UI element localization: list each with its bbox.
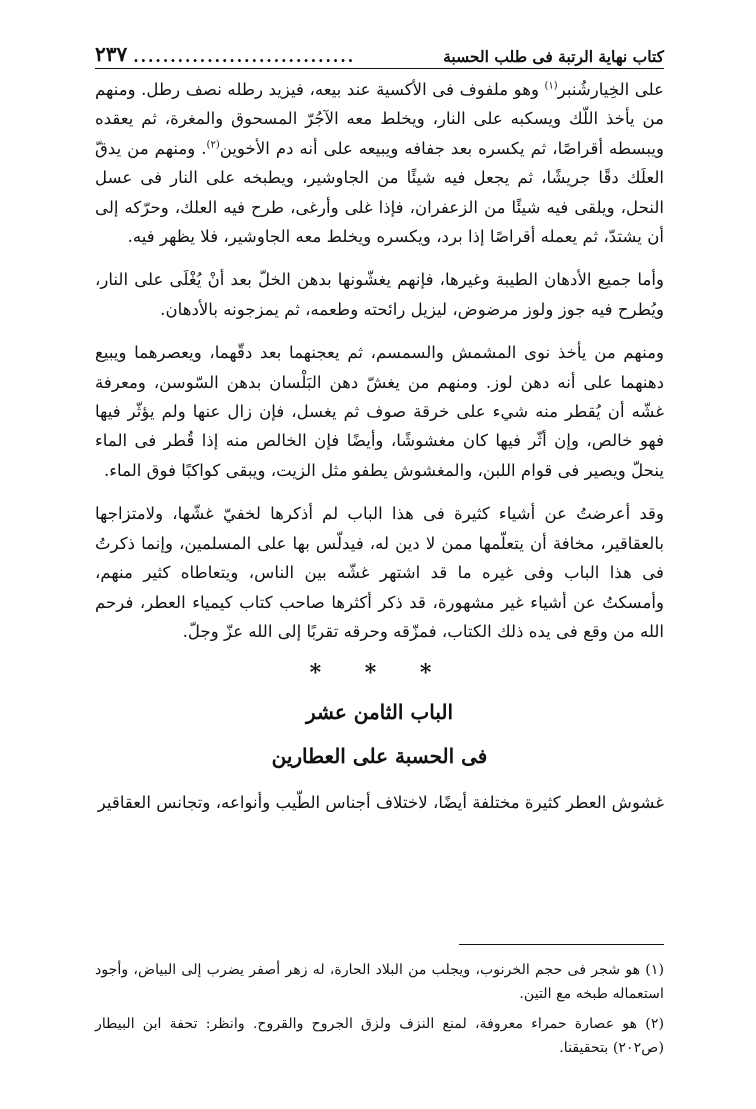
paragraph-2: وأما جميع الأدهان الطيبة وغيرها، فإنهم يغشّونها بدهن الخلّ بعد أنْ يُغْلَى على النار، ويُطرح فيه جوز ولوز مرضوض، ليزيل رائحته وطعمه، ثم يمزجونه بالأدهان. (95, 270, 664, 319)
footnote-2: (٢) هو عصارة حمراء معروفة، لمنع النزف ولزق الجروح والقروح. وانظر: تحفة ابن البيطار (ص٢٠٢) بتحقيقنا. (95, 1016, 664, 1056)
footnote-divider (459, 944, 664, 945)
paragraph-1 (95, 75, 664, 251)
section-separator: * * * (309, 660, 450, 687)
footnote-ref-1: (١) (544, 80, 558, 92)
paragraph-1-end: . ومنهم من يدقّ العلَك دقًا جريشًا، ثم يجعل فيه شيئًا من الجاوشير، ويطبخه على النار فى عسل النحل، ويلقى فيه شيئًا من الزعفران، فإذا غلى وأرغى، طرح فيه العلك، وحرّكه إلى أن يشتدّ، ثم يعمله أقراصًا إذا برد، ويكسره ويخلط معه الجاوشير، فلا يظهر فيه. (95, 138, 664, 247)
closing-paragraph: غشوش العطر كثيرة مختلفة أيضًا، لاختلاف أجناس الطّيب وأنواعه، وتجانس العقاقير (97, 793, 664, 813)
paragraph-3: ومنهم من يأخذ نوى المشمش والسمسم، ثم يعجنهما بعد دقّهما، ويعصرهما ويبيع دهنهما على أنه دهن لوز. ومنهم من يغشّ دهن البَلْسان بدهن السّوسن، ومعرفة غشّه أن يُقطر منه شيء على خرقة صوف ثم يغسل، فإن زال عنها ولم يؤثّر فيها فهو خالص، وإن أثّر فيها كان مغشوشًا، وأيضًا فإن الخالص منه إذا قُطر فى الماء ينحلّ ويصير فى قوام اللبن، والمغشوش يطفو مثل الزيت، ويبقى كواكبًا فوق الماء. (95, 343, 664, 480)
running-header (95, 30, 664, 69)
paragraph-4: وقد أعرضتُ عن أشياء كثيرة فى هذا الباب لم أذكرها لخفيّ غشّها، ولامتزاجها بالعقاقير، مخافة أن يتعلّمها ممن لا دين له، فيدلّس بها على المسلمين، وإنما ذكرتُ فى هذا الباب وفى غيره ما قد اشتهر غشّه بين الناس، ويتعاطاه كثير منهم، وأمسكتُ عن أشياء غير مشهورة، قد ذكر أكثرها صاحب كتاب كيمياء العطر، فرحم الله من وقع فى يده ذلك الكتاب، فمزّقه وحرقه تقربًا إلى الله عزّ وجلّ. (95, 504, 664, 641)
paragraph-1-start: على الخِيارشُنبر (557, 80, 664, 99)
page-body (95, 75, 664, 818)
paragraph-1-middle: وهو ملفوف فى الأكسية عند بيعه، فيزيد رطله نصف رطل. ومنهم من يأخذ اللّك ويسكبه على النار، ويخلط معه الآجُرّ المسحوق والمغرة، ثم يعقده ويبسطه أقراصًا، ثم يكسره بعد جفافه ويبيعه على أنه دم الأخوين (95, 80, 664, 158)
footnote-ref-2: (٢) (206, 139, 220, 151)
chapter-title: الباب الثامن عشر (305, 700, 454, 725)
footnotes (95, 958, 664, 1066)
page-number: ٢٣٧ (95, 42, 128, 66)
header-leader-dots: .............................. (133, 47, 356, 66)
book-title: كتاب نهاية الرتبة فى طلب الحسبة (443, 47, 664, 66)
chapter-subtitle: فى الحسبة على العطارين (271, 744, 488, 769)
footnote-1: (١) هو شجر فى حجم الخرنوب، ويجلب من البلاد الحارة، له زهر أصفر يضرب إلى البياض، وأجود استعماله طبخه مع التين. (95, 962, 664, 1002)
